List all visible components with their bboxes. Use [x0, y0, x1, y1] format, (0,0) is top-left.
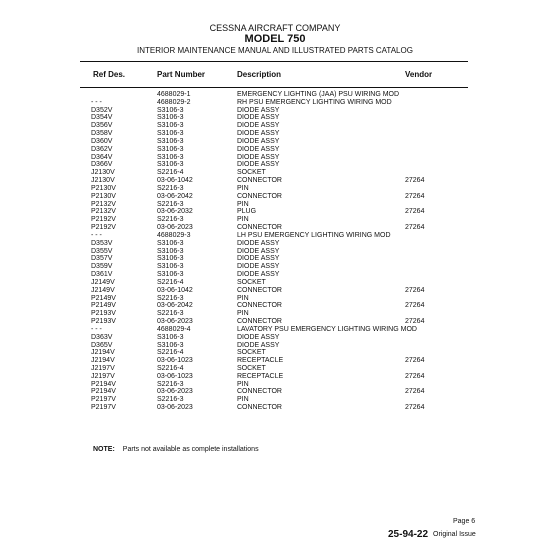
- ref-des-cell: D359V: [91, 263, 113, 271]
- table-row: [0, 169, 550, 177]
- part-number-cell: 03-06-2023: [157, 388, 193, 396]
- ref-des-cell: J2149V: [91, 286, 115, 294]
- table-row: [0, 232, 550, 240]
- table-row: [0, 388, 550, 396]
- table-row: [0, 224, 550, 232]
- description-cell: PIN: [237, 200, 249, 208]
- ref-des-cell: J2194V: [91, 357, 115, 365]
- ref-des-cell: D360V: [91, 137, 113, 145]
- description-cell: DIODE ASSY: [237, 145, 280, 153]
- description-cell: LAVATORY PSU EMERGENCY LIGHTING WIRING MOD: [237, 325, 417, 333]
- description-cell: DIODE ASSY: [237, 333, 280, 341]
- part-number-cell: S2216-4: [157, 278, 184, 286]
- ref-des-cell: - - -: [91, 98, 102, 106]
- table-row: [0, 279, 550, 287]
- ref-des-cell: P2197V: [91, 404, 116, 412]
- ref-des-cell: - - -: [91, 325, 102, 333]
- table-row: [0, 216, 550, 224]
- part-number-cell: 03-06-2023: [157, 404, 193, 412]
- vendor-cell: 27264: [405, 208, 425, 216]
- ref-des-cell: P2192V: [91, 224, 116, 232]
- description-cell: DIODE ASSY: [237, 122, 280, 130]
- description-cell: CONNECTOR: [237, 318, 282, 326]
- part-number-cell: S3106-3: [157, 161, 184, 169]
- description-cell: DIODE ASSY: [237, 263, 280, 271]
- part-number-cell: 03-06-2032: [157, 208, 193, 216]
- part-number-cell: S2216-3: [157, 310, 184, 318]
- table-row: [0, 287, 550, 295]
- ref-des-cell: P2149V: [91, 302, 116, 310]
- column-header-description: Description: [237, 70, 282, 79]
- table-row: [0, 318, 550, 326]
- table-row: [0, 396, 550, 404]
- ref-des-cell: D358V: [91, 130, 113, 138]
- note: [93, 446, 259, 453]
- ref-des-cell: P2149V: [91, 294, 116, 302]
- ref-des-cell: P2132V: [91, 208, 116, 216]
- ref-des-cell: D352V: [91, 106, 113, 114]
- ref-des-cell: D366V: [91, 161, 113, 169]
- table-row: [0, 193, 550, 201]
- table-row: [0, 146, 550, 154]
- part-number-cell: S3106-3: [157, 239, 184, 247]
- description-cell: PIN: [237, 184, 249, 192]
- ref-des-cell: J2194V: [91, 349, 115, 357]
- table-row: [0, 373, 550, 381]
- ref-des-cell: D361V: [91, 271, 113, 279]
- note-label: NOTE:: [93, 446, 115, 453]
- ref-des-cell: P2130V: [91, 192, 116, 200]
- description-cell: DIODE ASSY: [237, 271, 280, 279]
- part-number-cell: S3106-3: [157, 341, 184, 349]
- ref-des-cell: D363V: [91, 333, 113, 341]
- table-row: [0, 326, 550, 334]
- table-row: [0, 177, 550, 185]
- vendor-cell: 27264: [405, 318, 425, 326]
- part-number-cell: S3106-3: [157, 145, 184, 153]
- ref-des-cell: D355V: [91, 247, 113, 255]
- part-number-cell: S2216-3: [157, 380, 184, 388]
- description-cell: CONNECTOR: [237, 224, 282, 232]
- ref-des-cell: P2193V: [91, 310, 116, 318]
- part-number-cell: 03-06-1042: [157, 177, 193, 185]
- part-number-cell: 4688029-4: [157, 325, 191, 333]
- description-cell: LH PSU EMERGENCY LIGHTING WIRING MOD: [237, 231, 391, 239]
- ref-des-cell: D362V: [91, 145, 113, 153]
- part-number-cell: 03-06-2023: [157, 318, 193, 326]
- table-row: [0, 208, 550, 216]
- description-cell: PLUG: [237, 208, 257, 216]
- vendor-cell: 27264: [405, 372, 425, 380]
- vendor-cell: 27264: [405, 388, 425, 396]
- part-number-cell: 03-06-1042: [157, 286, 193, 294]
- document-number: 25-94-22: [388, 529, 429, 540]
- description-cell: CONNECTOR: [237, 286, 282, 294]
- table-row: [0, 248, 550, 256]
- table-row: [0, 381, 550, 389]
- description-cell: PIN: [237, 216, 249, 224]
- part-number-cell: 03-06-1023: [157, 372, 193, 380]
- vendor-cell: 27264: [405, 286, 425, 294]
- description-cell: DIODE ASSY: [237, 161, 280, 169]
- table-row: [0, 263, 550, 271]
- table-row: [0, 107, 550, 115]
- description-cell: PIN: [237, 396, 249, 404]
- part-number-cell: S2216-4: [157, 169, 184, 177]
- description-cell: SOCKET: [237, 364, 266, 372]
- table-row: [0, 161, 550, 169]
- ref-des-cell: J2197V: [91, 372, 115, 380]
- table-row: [0, 357, 550, 365]
- description-cell: EMERGENCY LIGHTING (JAA) PSU WIRING MOD: [237, 91, 400, 98]
- table-row: [0, 240, 550, 248]
- part-number-cell: S3106-3: [157, 137, 184, 145]
- table-row: [0, 255, 550, 263]
- vendor-cell: 27264: [405, 302, 425, 310]
- description-cell: DIODE ASSY: [237, 153, 280, 161]
- description-cell: DIODE ASSY: [237, 239, 280, 247]
- issue-label: Original Issue: [433, 531, 476, 538]
- table-row: [0, 138, 550, 146]
- table-row: [0, 334, 550, 342]
- header-top-rule: [80, 61, 468, 62]
- description-cell: CONNECTOR: [237, 404, 282, 412]
- part-number-cell: S2216-3: [157, 184, 184, 192]
- table-row: [0, 310, 550, 318]
- part-number-cell: 03-06-1023: [157, 357, 193, 365]
- part-number-cell: 4688029-3: [157, 231, 191, 239]
- ref-des-cell: J2130V: [91, 177, 115, 185]
- description-cell: PIN: [237, 294, 249, 302]
- part-number-cell: S3106-3: [157, 247, 184, 255]
- part-number-cell: S2216-3: [157, 200, 184, 208]
- part-number-cell: S2216-3: [157, 396, 184, 404]
- part-number-cell: S3106-3: [157, 114, 184, 122]
- part-number-cell: S2216-4: [157, 364, 184, 372]
- table-row: [0, 130, 550, 138]
- column-header-ref-des: Ref Des.: [93, 70, 126, 79]
- part-number-cell: 03-06-2023: [157, 224, 193, 232]
- column-header-vendor: Vendor: [405, 70, 433, 79]
- page-number: Page 6: [453, 518, 476, 525]
- part-number-cell: S3106-3: [157, 122, 184, 130]
- vendor-cell: 27264: [405, 192, 425, 200]
- ref-des-cell: D365V: [91, 341, 113, 349]
- part-number-cell: S3106-3: [157, 271, 184, 279]
- description-cell: DIODE ASSY: [237, 341, 280, 349]
- ref-des-cell: J2149V: [91, 278, 115, 286]
- description-cell: DIODE ASSY: [237, 247, 280, 255]
- part-number-cell: S3106-3: [157, 106, 184, 114]
- table-row: [0, 404, 550, 412]
- part-number-cell: S3106-3: [157, 130, 184, 138]
- ref-des-cell: J2130V: [91, 169, 115, 177]
- table-row: [0, 349, 550, 357]
- column-header-part-number: Part Number: [157, 70, 206, 79]
- part-number-cell: S3106-3: [157, 153, 184, 161]
- part-number-cell: S3106-3: [157, 255, 184, 263]
- parts-table: [0, 91, 550, 412]
- table-row: [0, 295, 550, 303]
- table-row: [0, 271, 550, 279]
- ref-des-cell: D354V: [91, 114, 113, 122]
- table-row: [0, 91, 550, 99]
- description-cell: SOCKET: [237, 278, 266, 286]
- description-cell: DIODE ASSY: [237, 255, 280, 263]
- vendor-cell: 27264: [405, 357, 425, 365]
- ref-des-cell: D353V: [91, 239, 113, 247]
- note-text: Parts not available as complete installations: [122, 446, 259, 453]
- part-number-cell: S2216-3: [157, 216, 184, 224]
- description-cell: DIODE ASSY: [237, 114, 280, 122]
- ref-des-cell: P2194V: [91, 388, 116, 396]
- description-cell: SOCKET: [237, 349, 266, 357]
- description-cell: SOCKET: [237, 169, 266, 177]
- vendor-cell: 27264: [405, 224, 425, 232]
- description-cell: PIN: [237, 380, 249, 388]
- part-number-cell: S3106-3: [157, 333, 184, 341]
- table-row: [0, 185, 550, 193]
- part-number-cell: 03-06-2042: [157, 302, 193, 310]
- description-cell: RECEPTACLE: [237, 372, 284, 380]
- ref-des-cell: P2193V: [91, 318, 116, 326]
- part-number-cell: S3106-3: [157, 263, 184, 271]
- ref-des-cell: P2130V: [91, 184, 116, 192]
- ref-des-cell: D364V: [91, 153, 113, 161]
- ref-des-cell: P2197V: [91, 396, 116, 404]
- description-cell: CONNECTOR: [237, 388, 282, 396]
- ref-des-cell: D357V: [91, 255, 113, 263]
- description-cell: CONNECTOR: [237, 192, 282, 200]
- description-cell: DIODE ASSY: [237, 106, 280, 114]
- description-cell: DIODE ASSY: [237, 130, 280, 138]
- ref-des-cell: P2194V: [91, 380, 116, 388]
- table-row: [0, 365, 550, 373]
- ref-des-cell: P2192V: [91, 216, 116, 224]
- table-row: [0, 122, 550, 130]
- ref-des-cell: J2197V: [91, 364, 115, 372]
- part-number-cell: S2216-4: [157, 349, 184, 357]
- table-row: [0, 302, 550, 310]
- description-cell: RH PSU EMERGENCY LIGHTING WIRING MOD: [237, 98, 392, 106]
- ref-des-cell: D356V: [91, 122, 113, 130]
- description-cell: CONNECTOR: [237, 302, 282, 310]
- vendor-cell: 27264: [405, 404, 425, 412]
- manual-title: INTERIOR MAINTENANCE MANUAL AND ILLUSTRATED PARTS CATALOG: [137, 46, 413, 55]
- table-row: [0, 114, 550, 122]
- ref-des-cell: - - -: [91, 231, 102, 239]
- description-cell: DIODE ASSY: [237, 137, 280, 145]
- ref-des-cell: P2132V: [91, 200, 116, 208]
- description-cell: PIN: [237, 310, 249, 318]
- part-number-cell: 4688029-2: [157, 98, 191, 106]
- description-cell: RECEPTACLE: [237, 357, 284, 365]
- part-number-cell: 03-06-2042: [157, 192, 193, 200]
- table-row: [0, 154, 550, 162]
- part-number-cell: S2216-3: [157, 294, 184, 302]
- company-name: CESSNA AIRCRAFT COMPANY: [209, 23, 341, 33]
- table-row: [0, 99, 550, 107]
- table-row: [0, 201, 550, 209]
- model-title: MODEL 750: [244, 33, 306, 45]
- part-number-cell: 4688029-1: [157, 91, 191, 98]
- table-row: [0, 342, 550, 350]
- description-cell: CONNECTOR: [237, 177, 282, 185]
- vendor-cell: 27264: [405, 177, 425, 185]
- column-header-rule: [80, 87, 468, 88]
